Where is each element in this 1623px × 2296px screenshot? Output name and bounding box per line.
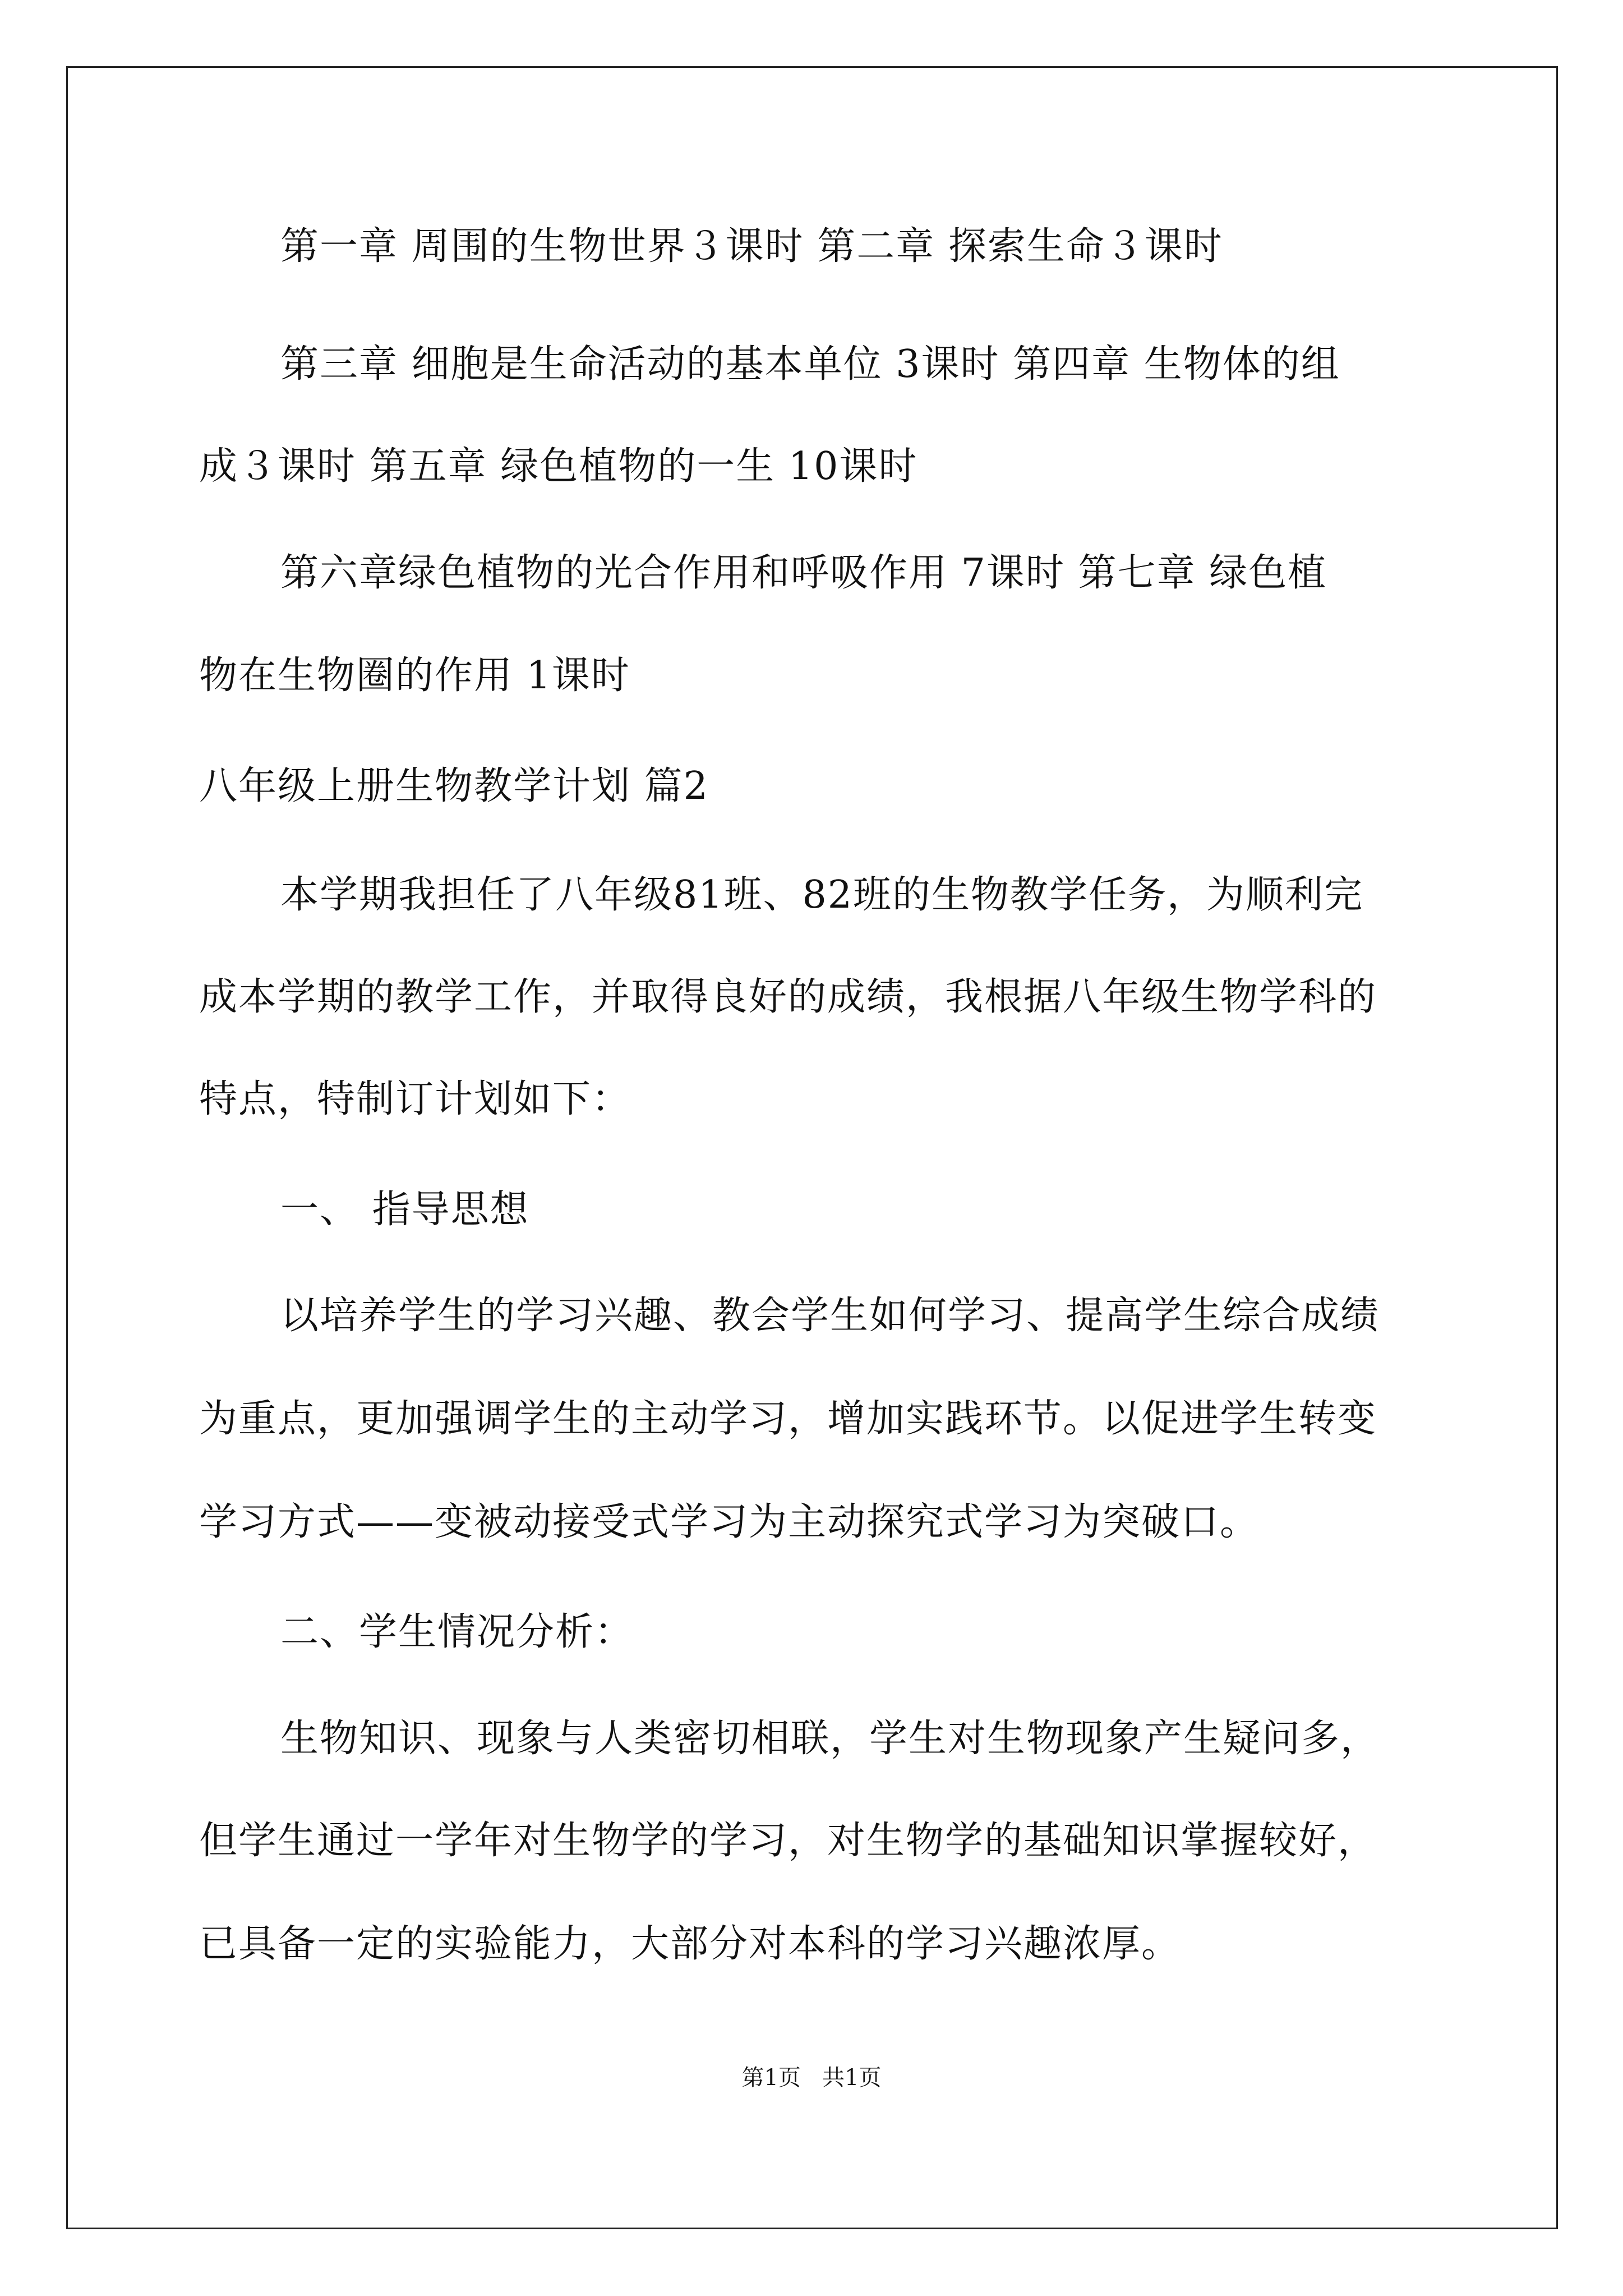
- text-line-7: 本学期我担任了八年级81班、82班的生物教学任务，为顺利完: [280, 873, 1364, 917]
- text-line-1: 第一章 周围的生物世界３课时 第二章 探索生命３课时: [280, 224, 1223, 269]
- subheading-guiding-ideology: 一、 指导思想: [280, 1188, 529, 1232]
- text-line-4: 第六章绿色植物的光合作用和呼吸作用 7课时 第七章 绿色植: [280, 551, 1327, 595]
- page-border: [66, 66, 1558, 2229]
- section-heading: 八年级上册生物教学计划 篇2: [199, 764, 709, 808]
- text-line-3: 成３课时 第五章 绿色植物的一生 10课时: [199, 444, 918, 489]
- text-line-8: 成本学期的教学工作，并取得良好的成绩，我根据八年级生物学科的: [199, 975, 1377, 1019]
- text-line-11: 以培养学生的学习兴趣、教会学生如何学习、提高学生综合成绩: [280, 1294, 1380, 1338]
- text-line-17: 已具备一定的实验能力，大部分对本科的学习兴趣浓厚。: [199, 1922, 1181, 1966]
- text-line-2: 第三章 细胞是生命活动的基本单位 3课时 第四章 生物体的组: [280, 342, 1340, 386]
- subheading-student-analysis: 二、学生情况分析：: [280, 1610, 634, 1654]
- text-line-16: 但学生通过一学年对生物学的学习，对生物学的基础知识掌握较好，: [199, 1819, 1377, 1863]
- text-line-5: 物在生物圈的作用 1课时: [199, 654, 630, 698]
- text-line-12: 为重点，更加强调学生的主动学习，增加实践环节。以促进学生转变: [199, 1397, 1377, 1441]
- text-line-9: 特点，特制订计划如下：: [199, 1077, 631, 1121]
- page-footer: 第1页 共1页: [741, 2065, 882, 2091]
- text-line-15: 生物知识、现象与人类密切相联，学生对生物现象产生疑问多，: [280, 1717, 1380, 1761]
- text-line-13: 学习方式——变被动接受式学习为主动探究式学习为突破口。: [199, 1500, 1260, 1544]
